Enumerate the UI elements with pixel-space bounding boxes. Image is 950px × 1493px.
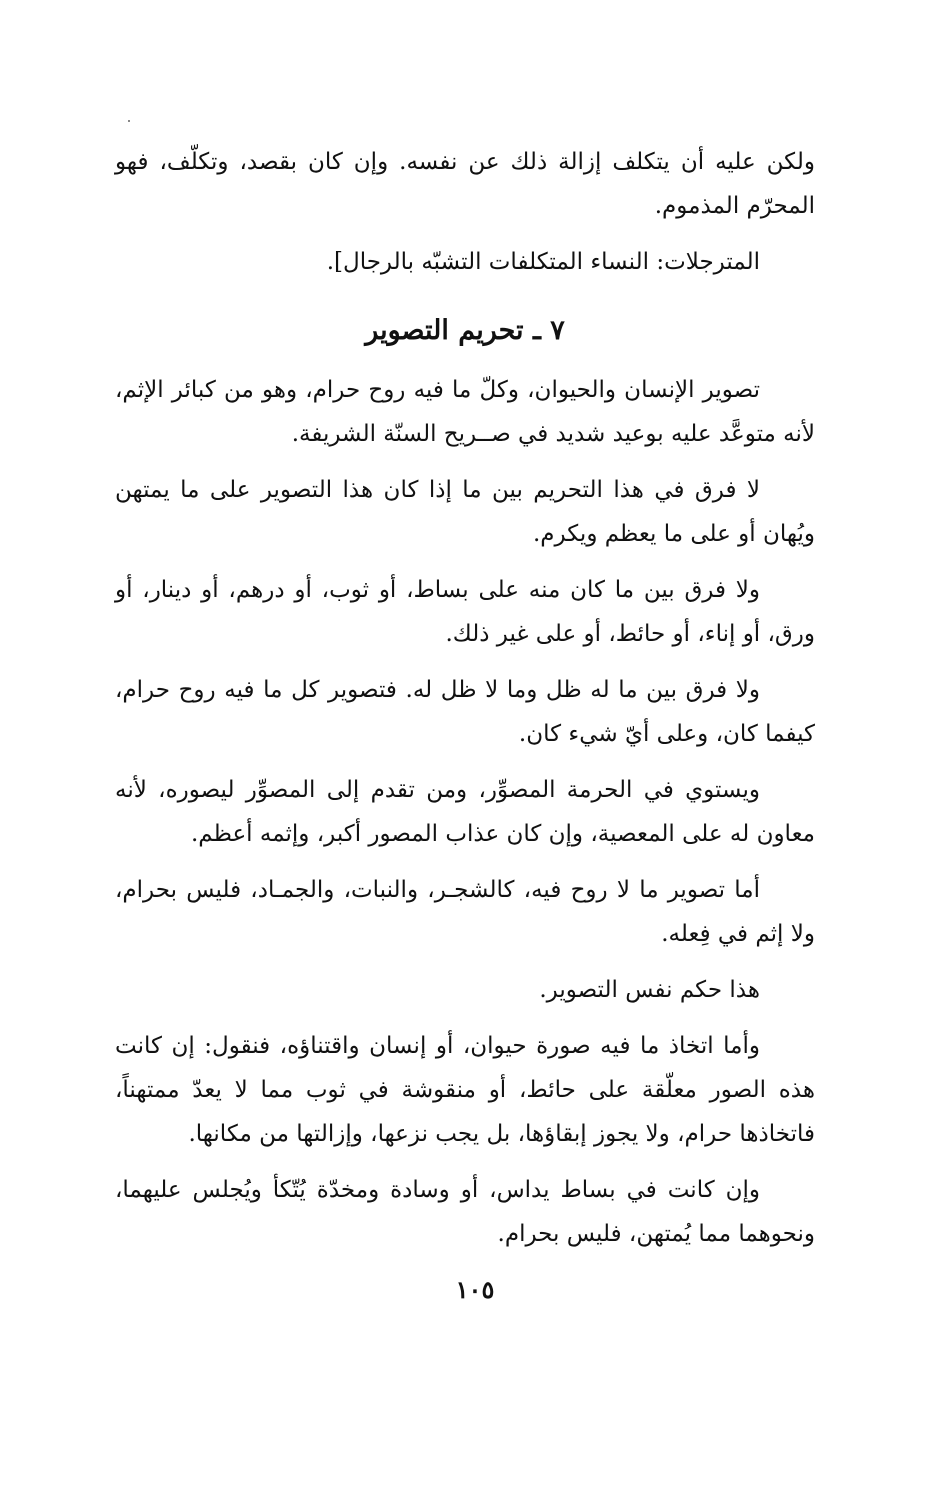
footnote-definition: المترجلات: النساء المتكلفات التشبّه بالرجال]. bbox=[326, 249, 760, 275]
paragraph: ولا فرق بين ما له ظل وما لا ظل له. فتصوير كل ما فيه روح حرام، كيفما كان، وعلى أيّ شيء كان. bbox=[115, 677, 815, 747]
paragraph: أما تصوير ما لا روح فيه، كالشجـر، والنبات، والجمـاد، فليس بحرام، ولا إثم في فِعله. bbox=[115, 877, 815, 947]
page-body bbox=[115, 140, 815, 1268]
paragraph: هذا حكم نفس التصوير. bbox=[539, 977, 760, 1003]
scan-speck bbox=[128, 120, 130, 122]
paragraph: ولا فرق بين ما كان منه على بساط، أو ثوب، أو درهم، أو دينار، أو ورق، أو إناء، أو حائط، أو على غير ذلك. bbox=[115, 577, 815, 647]
section-heading: ٧ ـ تحريم التصوير bbox=[365, 315, 565, 346]
paragraph: ويستوي في الحرمة المصوِّر، ومن تقدم إلى المصوِّر ليصوره، لأنه معاون له على المعصية، وإن كان عذاب المصور أكبر، وإثمه أعظم. bbox=[115, 777, 815, 847]
paragraph: وأما اتخاذ ما فيه صورة حيوان، أو إنسان واقتناؤه، فنقول: إن كانت هذه الصور معلّقة على حائط، أو منقوشة في ثوب مما لا يعدّ ممتهناً، فاتخاذها حرام، ولا يجوز إبقاؤها، بل يجب نزعها، وإزالتها من مكانها. bbox=[115, 1033, 815, 1147]
paragraph-continuation: ولكن عليه أن يتكلف إزالة ذلك عن نفسه. وإن كان بقصد، وتكلّف، فهو المحرّم المذموم. bbox=[115, 149, 815, 219]
paragraph: لا فرق في هذا التحريم بين ما إذا كان هذا التصوير على ما يمتهن ويُهان أو على ما يعظم ويكرم. bbox=[115, 477, 815, 547]
page-number: ١٠٥ bbox=[455, 1275, 495, 1304]
paragraph: وإن كانت في بساط يداس، أو وسادة ومخدّة يُتّكأ ويُجلس عليهما، ونحوهما مما يُمتهن، فليس بحرام. bbox=[115, 1177, 815, 1247]
paragraph: تصوير الإنسان والحيوان، وكلّ ما فيه روح حرام، وهو من كبائر الإثم، لأنه متوعَّد عليه بوعيد شديد في صــريح السنّة الشريفة. bbox=[115, 377, 815, 447]
